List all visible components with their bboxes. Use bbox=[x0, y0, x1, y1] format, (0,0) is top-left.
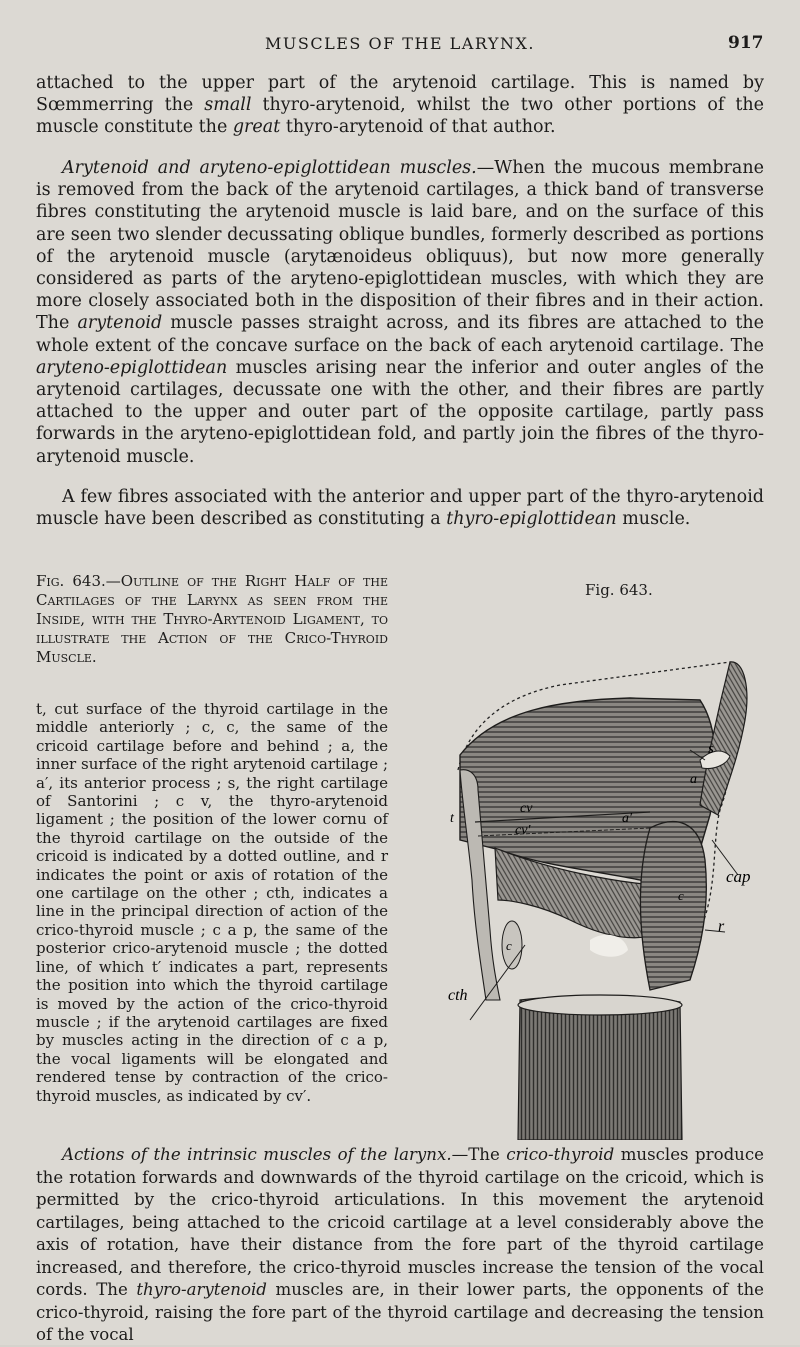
label-s: s bbox=[708, 741, 714, 757]
running-head: MUSCLES OF THE LARYNX. bbox=[265, 34, 535, 53]
label-cap: cap bbox=[726, 867, 751, 886]
larynx-figure bbox=[400, 600, 780, 1140]
figure-label: Fig. 643. bbox=[585, 581, 653, 599]
paragraph-arytenoid-muscles: Arytenoid and aryteno-epiglottidean muscles.—When the mucous membrane is removed from the back of the arytenoid cartilages, a thick band of transverse fibres constituting the arytenoid muscle is laid bare, and on the surface of this are seen two slender decussating oblique bundles, formerly described as portions of the arytenoid muscle (arytænoideus obliquus), but now more generally considered as parts of the aryteno-epiglottidean muscles, with which they are more closely associated both in the disposition of their fibres and in their action. The arytenoid muscle passes straight across, and its fibres are attached to the whole extent of the concave surface on the back of each arytenoid cartilage. The aryteno-epiglottidean muscles arising near the inferior and outer angles of the arytenoid cartilages, decussate one with the other, and their fibres are partly attached to the upper and outer part of the opposite cartilage, partly pass forwards in the aryteno-epiglottidean fold, and partly join the fibres of the thyro-arytenoid muscle. bbox=[36, 158, 764, 467]
label-c-back: c bbox=[678, 888, 684, 903]
paragraph-sommerring: attached to the upper part of the arytenoid cartilage. This is named by Sœmmerring the small thyro-arytenoid, whilst the two other portions of the muscle constitute the great thyro-arytenoid of that author. bbox=[36, 73, 764, 138]
page-number: 917 bbox=[728, 33, 764, 53]
cricoid-plate bbox=[641, 822, 707, 990]
label-r: r bbox=[718, 918, 725, 935]
figure-legend: t, cut surface of the thyroid cartilage in the middle anteriorly ; c, c, the same of the cricoid cartilage before and behind ; a, the inner surface of the right arytenoid cartilage ; a′, its anterior process ; s, the right cartilage of Santorini ; c v, the thyro-arytenoid ligament ; the position of the lower cornu of the thyroid cartilage on the outside of the cricoid is indicated by a dotted outline, and r indicates the point or axis of rotation of the one cartilage on the other ; cth, indicates a line in the principal direction of action of the crico-thyroid muscle ; c a p, the same of the posterior crico-arytenoid muscle ; the dotted line, of which t′ indicates a part, represents the position into which the thyroid cartilage is moved by the action of the crico-thyroid muscle ; if the arytenoid cartilages are fixed by muscles acting in the direction of c a p, the vocal ligaments will be elongated and rendered tense by contraction of the crico-thyroid muscles, as indicated by cv′. bbox=[36, 700, 388, 1105]
paragraph-thyro-epiglottidean: A few fibres associated with the anterior and upper part of the thyro-arytenoid muscle have been described as constituting a thyro-epiglottidean muscle. bbox=[36, 487, 764, 530]
label-c-front: c bbox=[506, 938, 512, 953]
label-t-prime: t bbox=[450, 811, 454, 826]
label-cv-prime: cv′ bbox=[515, 823, 531, 838]
section-heading: Arytenoid and aryteno-epiglottidean muscles. bbox=[62, 158, 477, 178]
section-heading: Actions of the intrinsic muscles of the larynx. bbox=[62, 1145, 452, 1164]
trachea bbox=[518, 996, 682, 1140]
label-a: a bbox=[690, 772, 697, 787]
label-cv: cv bbox=[520, 801, 533, 816]
label-cth: cth bbox=[448, 987, 468, 1004]
paragraph-actions: Actions of the intrinsic muscles of the larynx.—The crico-thyroid muscles produce the rotation forwards and downwards of the thyroid cartilage on the cricoid, which is permitted by the crico-thyroid articulations. In this movement the arytenoid cartilages, being attached to the cricoid cartilage at a level considerably above the axis of rotation, have their distance from the fore part of the thyroid cartilage increased, and therefore, the crico-thyroid muscles increase the tension of the vocal cords. The thyro-arytenoid muscles are, in their lower parts, the opponents of the crico-thyroid, raising the fore part of the thyroid cartilage and decreasing the tension of the vocal bbox=[36, 1145, 764, 1344]
figure-caption: Fig. 643.—Outline of the Right Half of the Cartilages of the Larynx as seen from the Inside, with the Thyro-Arytenoid Ligament, to illustrate the Action of the Crico-Thyroid Muscle. bbox=[36, 572, 388, 666]
cth-direction-line bbox=[470, 945, 525, 1020]
label-a-prime: a′ bbox=[622, 811, 633, 826]
